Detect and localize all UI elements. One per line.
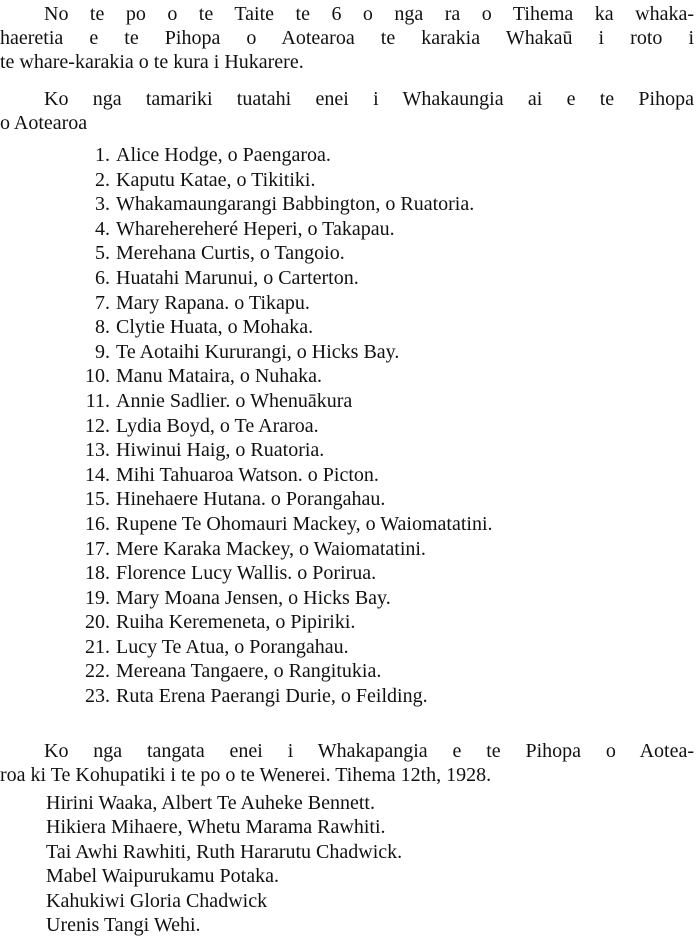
list-item: Tai Awhi Rawhiti, Ruth Hararutu Chadwick. — [46, 840, 403, 863]
intro-paragraph — [0, 2, 694, 74]
list-item-text: Merehana Curtis, o Tangoio. — [116, 242, 345, 265]
list-item — [0, 414, 493, 439]
list-item — [0, 364, 493, 389]
list-item — [0, 586, 493, 611]
paragraph-line: Ko nga tangata enei i Whakapangia e te Pihopa o Aotea- — [44, 740, 694, 762]
list-item-text: Wharehereheré Heperi, o Takapau. — [116, 217, 395, 240]
list-item-number: 1. — [95, 144, 110, 166]
list-item-text: Huatahi Marunui, o Carterton. — [116, 266, 359, 289]
list-item-number: 8. — [95, 316, 110, 339]
list-item-text: Te Aotaihi Kururangi, o Hicks Bay. — [116, 340, 400, 363]
paragraph-line: No te po o te Taite te 6 o nga ra o Tihema ka whaka- — [44, 3, 694, 25]
list-item — [0, 610, 493, 635]
list-item-text: Manu Mataira, o Nuhaka. — [116, 365, 323, 388]
list-item-number: 5. — [95, 242, 110, 265]
list-item — [0, 340, 493, 365]
list-item-text: Hinehaere Hutana. o Porangahau. — [116, 488, 386, 511]
list-item — [0, 266, 493, 291]
list-item — [0, 143, 493, 168]
list-item-number: 20. — [85, 611, 110, 634]
list-item-text: Rupene Te Ohomauri Mackey, o Waiomatatini. — [116, 512, 493, 535]
list-item-text: Mereana Tangaere, o Rangitukia. — [116, 660, 382, 683]
paragraph-line: o Aotearoa — [0, 112, 88, 134]
list-item — [0, 635, 493, 660]
list-item-number: 10. — [85, 365, 110, 388]
list-item — [0, 463, 493, 488]
list-item — [0, 315, 493, 340]
paragraph-line: te whare-karakia o te kura i Hukarere. — [0, 51, 304, 73]
confirmation-heading-paragraph — [0, 87, 694, 135]
list-item-number: 16. — [85, 512, 110, 535]
list-item: Mabel Waipurukamu Potaka. — [46, 865, 279, 888]
list-item-text: Whakamaungarangi Babbington, o Ruatoria. — [116, 193, 475, 216]
list-item: Hikiera Mihaere, Whetu Marama Rawhiti. — [46, 816, 386, 839]
list-item-text: Mary Rapana. o Tikapu. — [116, 291, 310, 314]
list-item — [0, 561, 493, 586]
list-item-text: Mary Moana Jensen, o Hicks Bay. — [116, 586, 391, 609]
list-item-number: 15. — [85, 488, 110, 511]
baptism-heading-paragraph — [0, 739, 694, 787]
list-item-text: Florence Lucy Wallis. o Porirua. — [116, 562, 377, 585]
list-item-number: 3. — [95, 193, 110, 216]
list-item-text: Lydia Boyd, o Te Araroa. — [116, 414, 319, 437]
list-item — [0, 659, 493, 684]
list-item-text: Kaputu Katae, o Tikitiki. — [116, 168, 316, 191]
list-item-number: 23. — [85, 685, 110, 708]
list-item: Urenis Tangi Wehi. — [46, 914, 201, 937]
list-item-number: 6. — [95, 266, 110, 289]
list-item-number: 17. — [85, 537, 110, 560]
list-item-text: Ruiha Keremeneta, o Pipiriki. — [116, 611, 356, 634]
list-item-text: Alice Hodge, o Paengaroa. — [116, 144, 331, 166]
list-item-number: 12. — [85, 414, 110, 437]
list-item — [0, 241, 493, 266]
list-item — [0, 168, 493, 193]
list-item-text: Clytie Huata, o Mohaka. — [116, 316, 314, 339]
list-item-text: Hiwinui Haig, o Ruatoria. — [116, 439, 325, 462]
list-item — [0, 512, 493, 537]
list-item — [0, 389, 493, 414]
list-item — [0, 438, 493, 463]
list-item — [0, 684, 493, 709]
list-item-number: 21. — [85, 635, 110, 658]
list-item-number: 2. — [95, 168, 110, 191]
list-item-number: 19. — [85, 586, 110, 609]
list-item — [0, 217, 493, 242]
list-item — [0, 291, 493, 316]
list-item: Kahukiwi Gloria Chadwick — [46, 889, 268, 912]
paragraph-line: Ko nga tamariki tuatahi enei i Whakaungia ai e te Pihopa — [44, 88, 694, 110]
list-item-number: 13. — [85, 439, 110, 462]
list-item-text: Annie Sadlier. o Whenuākura — [116, 389, 353, 412]
list-item-number: 4. — [95, 217, 110, 240]
list-item-number: 11. — [85, 389, 110, 412]
list-item-text: Mihi Tahuaroa Watson. o Picton. — [116, 463, 379, 486]
paragraph-line: haeretia e te Pihopa o Aotearoa te karakia Whakaū i roto i — [0, 27, 694, 49]
list-item — [0, 487, 493, 512]
list-item-number: 18. — [85, 562, 110, 585]
list-item-number: 7. — [95, 291, 110, 314]
list-item-number: 9. — [95, 340, 110, 363]
list-item-number: 22. — [85, 660, 110, 683]
paragraph-line: roa ki Te Kohupatiki i te po o te Wenerei. Tihema 12th, 1928. — [0, 764, 492, 786]
baptised-people-list — [46, 791, 402, 937]
confirmed-children-list — [0, 143, 493, 709]
list-item: Hirini Waaka, Albert Te Auheke Bennett. — [46, 792, 375, 814]
list-item-text: Ruta Erena Paerangi Durie, o Feilding. — [116, 685, 428, 708]
list-item-number: 14. — [85, 463, 110, 486]
list-item-text: Lucy Te Atua, o Porangahau. — [116, 635, 349, 658]
list-item-text: Mere Karaka Mackey, o Waiomatatini. — [116, 537, 426, 560]
list-item — [0, 537, 493, 562]
list-item — [0, 192, 493, 217]
